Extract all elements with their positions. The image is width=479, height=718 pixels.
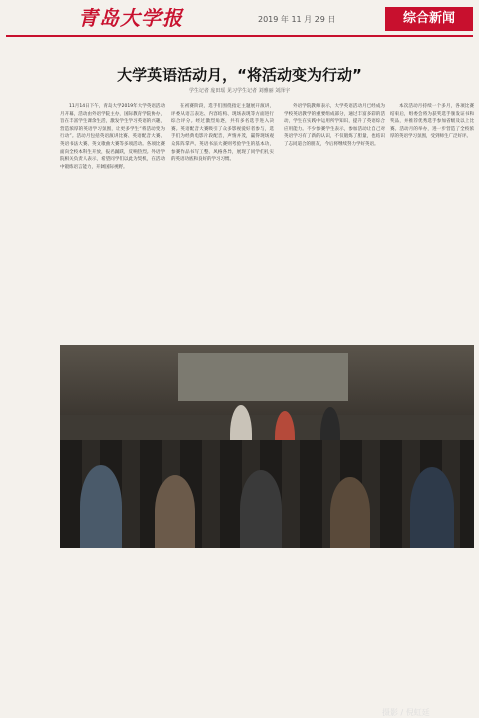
article-column: 本次活动月持续一个多月，各项比赛结束后，组委会将为获奖选手颁发证书和奖品，并推荐优秀选手参加省级及以上比赛。活动月的举办，进一步营造了全校浓厚的英语学习氛围，受到师生广泛好评。 <box>390 104 474 140</box>
headline: 大学英语活动月，“将活动变为行动” <box>117 66 362 84</box>
article-column: 在初赛阶段，选手们围绕指定主题展开演讲，评委从语言表达、内容结构、现场表现等方面进行综合评分。经过激烈角逐，共有多名选手进入决赛。英语配音大赛吸引了众多影视爱好者参与，选手们为经典电影片段配音，声情并茂，赢得现场观众阵阵掌声。英语书法大赛则考验学生的基本功，参赛作品书写工整、风格各异，展现了同学们扎实的英语功底和良好的学习习惯。 <box>171 104 274 163</box>
masthead-logo: 青岛大学报 <box>78 6 183 30</box>
article-column: 外语学院教师表示，大学英语活动月已经成为学校英语教学的重要组成部分，通过丰富多彩的活动，学生在实践中运用所学知识，提升了英语综合应用能力。不少参赛学生表示，参加活动让自己对英语学习有了新的认识，不仅锻炼了胆量，也结识了志同道合的朋友，今后将继续努力学好英语。 <box>284 104 385 147</box>
header-rule <box>6 35 473 37</box>
section-tag: 综合新闻 <box>385 7 473 31</box>
issue-date: 2019 年 11 月 29 日 <box>258 15 336 24</box>
byline: 学生记者 庞田瑶 见习学生记者 刘雅丽 刘泽宇 <box>188 88 291 94</box>
event-photo <box>60 345 474 717</box>
photo-caption: 摄影 / 倪虹廷 <box>382 708 430 717</box>
article-column: 11月14日下午，青岛大学2019年大学英语活动月开幕，活动由外语学院主办，国际教育学院协办，旨在丰富学生课余生活，激发学生学习英语的兴趣，营造浓厚的英语学习氛围，让更多学生“将活动变为行动”。活动月包括英语演讲比赛、英语配音大赛、英语书法大赛、英文歌曲大赛等多项活动。各项比赛面向全校本科生开放，报名踊跃，反响热烈。外语学院相关负责人表示，希望同学们以此为契机，在活动中锻炼语言能力，开阔国际视野。 <box>60 104 165 170</box>
